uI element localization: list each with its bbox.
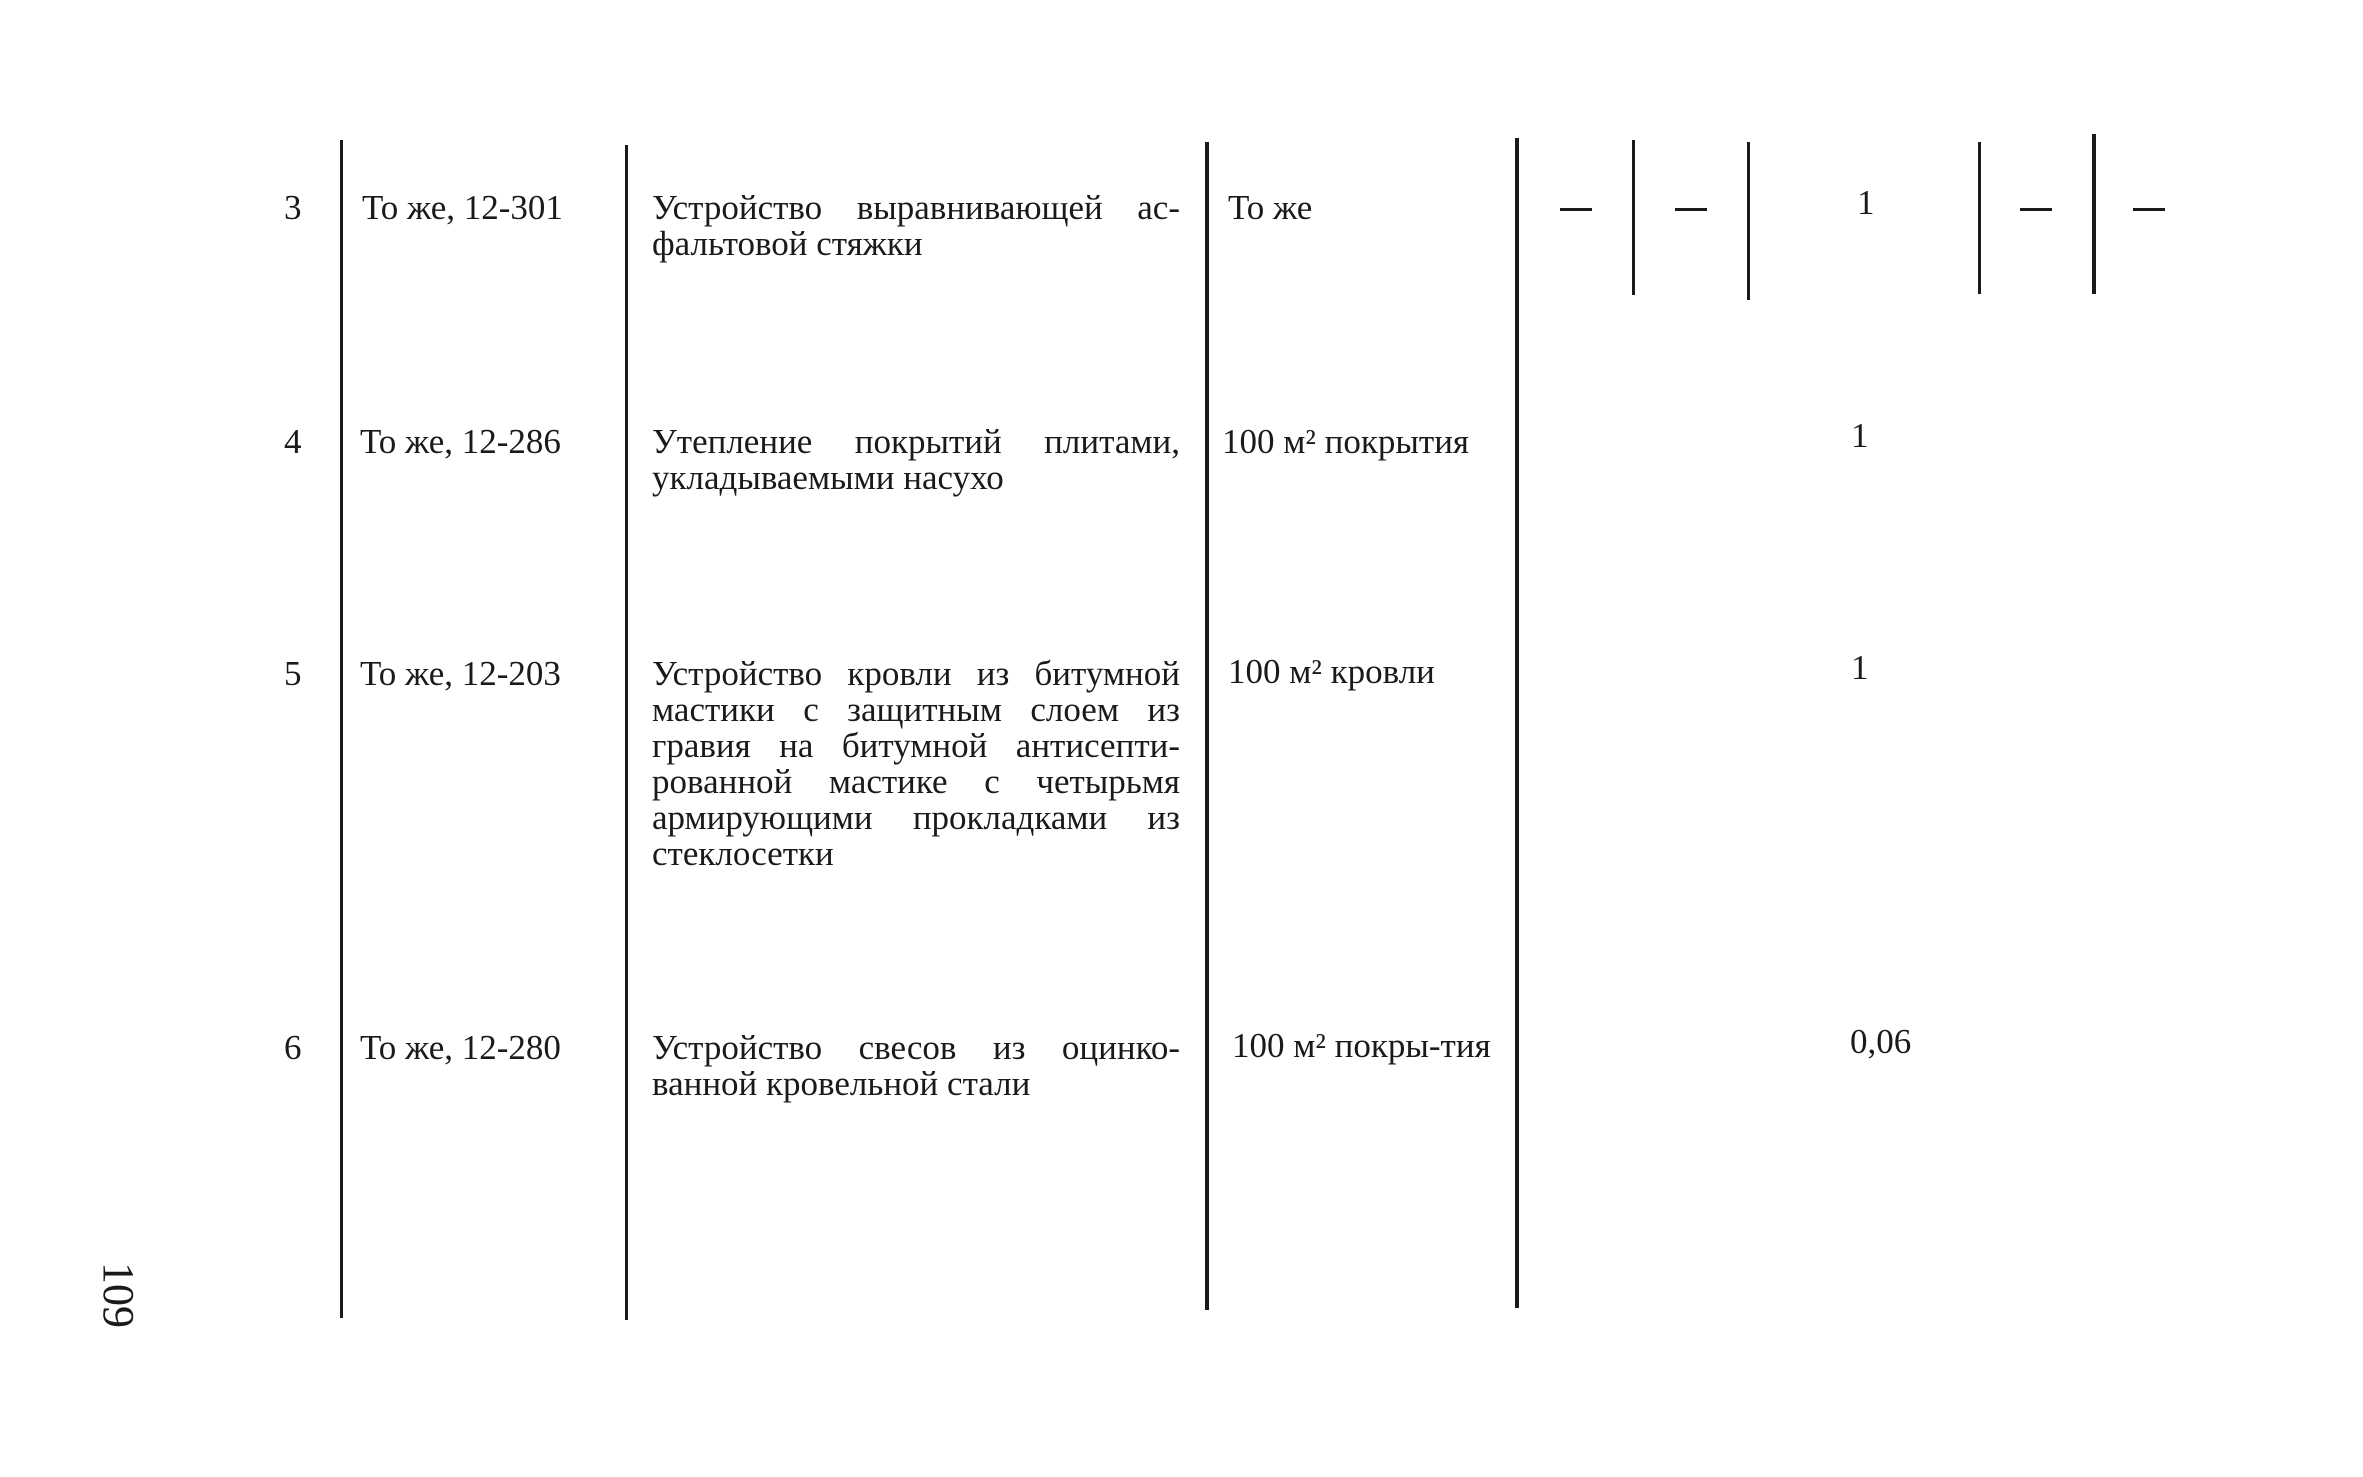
row-number: 5 bbox=[284, 654, 302, 693]
column-rule-3 bbox=[1205, 142, 1209, 1310]
row-quantity: 1 bbox=[1857, 183, 1875, 222]
column-rule-4 bbox=[1515, 138, 1519, 1308]
row-quantity: 1 bbox=[1851, 416, 1869, 455]
row-reference: То же, 12-280 bbox=[360, 1028, 561, 1067]
column-rule-2 bbox=[625, 145, 628, 1320]
row-unit: 100 м² покры-тия bbox=[1232, 1026, 1491, 1065]
row-dash-d bbox=[2020, 208, 2052, 211]
row-quantity: 0,06 bbox=[1850, 1022, 1912, 1061]
row-number: 6 bbox=[284, 1028, 302, 1067]
row-unit: 100 м² покрытия bbox=[1222, 422, 1470, 461]
row-unit: 100 м² кровли bbox=[1228, 652, 1435, 691]
column-rule-1 bbox=[340, 140, 343, 1318]
row-description: Устройство выравнивающей ас-фальтовой стяжки bbox=[652, 188, 1180, 263]
row-number: 3 bbox=[284, 188, 302, 227]
column-rule-short-3 bbox=[1978, 142, 1981, 294]
row-dash-e bbox=[2133, 208, 2165, 211]
row-number: 4 bbox=[284, 422, 302, 461]
column-rule-short-2 bbox=[1747, 142, 1750, 300]
row-dash-b bbox=[1675, 208, 1707, 211]
row-reference: То же, 12-301 bbox=[362, 188, 563, 227]
row-description: Устройство кровли из битумной мастики с защитным слоем из гравия на битумной антисепти-рованной мастике с четырьмя армирующими прокладками из стеклосетки bbox=[652, 654, 1180, 873]
page-number: 109 bbox=[94, 1262, 143, 1328]
row-reference: То же, 12-203 bbox=[360, 654, 561, 693]
row-reference: То же, 12-286 bbox=[360, 422, 561, 461]
row-description: Утепление покрытий плитами, укладываемыми насухо bbox=[652, 422, 1180, 497]
row-description: Устройство свесов из оцинко-ванной кровельной стали bbox=[652, 1028, 1180, 1103]
column-rule-short-1 bbox=[1632, 140, 1635, 295]
row-quantity: 1 bbox=[1851, 648, 1869, 687]
column-rule-short-4 bbox=[2092, 134, 2096, 294]
row-unit: То же bbox=[1228, 188, 1313, 227]
row-dash-a bbox=[1560, 208, 1592, 211]
